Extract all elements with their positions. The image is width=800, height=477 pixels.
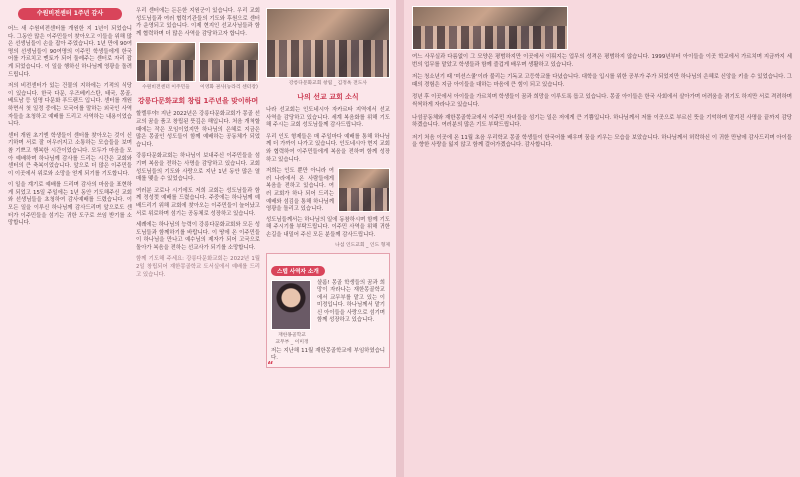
photo-suwon-migrants <box>136 42 196 82</box>
heading-gangneung: 강릉다문화교회 창립 1주년을 맞이하며 <box>137 97 259 106</box>
photo-caption-2: 이영화 권사(능라리 센터장) <box>200 85 258 91</box>
left-page <box>0 0 396 477</box>
left-column-1 <box>8 8 132 468</box>
photo-india-church <box>338 168 390 212</box>
staff-intro-title: 스텝 사역자 소개 <box>271 266 325 276</box>
gangneung-para-2: 강릉다문화교회는 하나님이 보내주신 이주민들을 섬기며 복음을 전하는 사명을 감당하고 있습니다. 교회 성도님들의 기도와 사랑으로 지난 1년 동안 많은 열매를 맺을 수 있었습니다. <box>136 153 262 183</box>
mission-photo-row <box>266 168 390 214</box>
left-column-3 <box>266 8 390 468</box>
suwon-para-2: 저의 비전센터가 있는 건물의 지하에는 기적의 식당이 있습니다. 한국 다문, 우즈베키스탄, 태국, 몽골, 베트남 등 일명 다문화 푸드랜드 입니다. 센터를 개원하면서 첫 일정 중에는 모국어를 말하는 외국인 사역자들을 초청하고 예배를 드리고 사역하는 내용이었습니다. <box>8 83 134 128</box>
staff-portrait-caption: 재한몽골학교 교무부 _ 이미정 <box>275 332 309 345</box>
gangneung-para-1: 할렐루야! 지난 2022년은 강릉다문화교회가 몽골 선교의 꿈을 품고 창립된 뜻깊은 해입니다. 처음 개척할 때에는 작은 모임이었지만 하나님의 은혜로 지금은 많은 몽골인 성도들이 함께 예배하는 공동체가 되었습니다. <box>136 111 262 148</box>
mission-para-4: 성도님들께서는 하나님의 일에 동참하시며 함께 기도해 주시기를 부탁드립니다. 이주민 사역을 위해 귀한 손길을 내밀어 주신 모든 분들께 감사드립니다. <box>266 216 392 238</box>
suwon-para-4: 이 일을 계기로 예배를 드리며 감사의 마음을 표현하게 되었고 15일 주일에는 1년 동안 기도해주신 교회와 선생님들을 초청하여 감사예배를 드렸습니다. 이 모든 일을 이루신 하나님께 감사드리며 앞으로도 센터가 이주민들을 섬기는 귀한 도구로 쓰임 받기를 소망합니다. <box>8 182 134 227</box>
gangneung-para-4: 세례에는 하나님의 능력이 강릉다문화교회와 모든 성도님들과 함께하기를 바랍니다. 이 땅에 온 이주민들이 하나님을 만나고 예수님의 제자가 되어 고국으로 돌아가 복음을 전하는 선교사가 되기를 소망합니다. <box>136 222 262 251</box>
staff-portrait <box>271 280 311 330</box>
open-quote-mark: “ <box>267 360 274 371</box>
photo-block-1 <box>136 42 196 91</box>
staff-intro-box <box>266 253 390 368</box>
mission-para-1: 나라 선교회는 인도네시아 자카르타 지역에서 선교 사역을 감당하고 있습니다. 세계 복음화를 위해 기도해 주시는 교회 성도님들께 감사드립니다. <box>266 107 392 129</box>
suwon-para-3: 센터 개원 초기엔 학생들이 센터를 찾아오는 것이 신기하며 서로 잘 어우러지고 소통하는 모습들을 보며 참 기쁘고 행복한 시간이었습니다. 모두가 마음을 모아 예배하며 하나님께 감사를 드리는 시간은 교회와 센터의 큰 축복이었습니다. 앞으로 더 많은 이주민들이 이곳에서 위로와 소망을 얻게 되기를 기도합니다. <box>8 132 134 177</box>
mission-photo-block <box>338 168 390 214</box>
page-gutter <box>396 0 404 477</box>
gangneung-note: 함께 기도해 주세요: 강릉다문화교회는 2022년 1월 2일 창립되어 재한몽골학교 도서실에서 예배를 드리고 있습니다. <box>136 256 262 278</box>
staff-portrait-block <box>271 280 313 346</box>
right-para-2: 저는 청소년기 때 '미션스쿨'이라 불리는 기독교 고등학교를 다녔습니다. 대학을 입시를 위한 공부가 주가 되었지만 하나님의 은혜로 신앙을 키울 수 있었습니다. 그때의 경험은 지금 아이들을 대하는 마음에 큰 힘이 되고 있습니다. <box>412 74 792 88</box>
photo-director <box>199 42 259 82</box>
staff-intro-footer: 저는 지난해 11월 재한몽골학교에 부임하였습니다. <box>271 347 385 362</box>
staff-intro-body <box>271 280 385 346</box>
right-page <box>404 0 800 477</box>
mission-para-2: 우리 인도 형제들은 매 주일마다 예배를 통해 하나님께 더 가까이 나가고 있습니다. 인도네시아 현지 교회와 협력하여 이주민들에게 복음을 전하며 함께 성장하고 있습니다. <box>266 133 390 163</box>
right-para-1: 여느 사무실과 다름없이 그 모양은 평범하지만 이곳에서 이뤄지는 업무의 성격은 평범하지 않습니다. 1999년부터 아이들을 이곳 학교에서 가르치며 지금까지 세 번의 업무를 맡았고 학생들과 함께 즐겁게 배우며 생활하고 있습니다. <box>412 54 794 68</box>
right-para-5: 저기 처음 이곳에 온 11월 초음 우리학교 몽골 학생들이 한국어를 배우며 꿈을 키우는 모습을 보았습니다. 하나님께서 허락하신 이 귀한 만남에 감사드리며 아이들을 향한 사랑을 잃지 않고 함께 걸어가겠습니다. 감사합니다. <box>412 134 792 149</box>
col2-para-1: 우리 센터에는 든든한 지원군이 있습니다. 우리 교회 성도님들과 여러 협력기관들의 기도와 후원으로 센터가 운영되고 있습니다. 이제 현지인 선교사님들과 함께 협력하며 더 많은 사역을 감당하고자 합니다. <box>136 8 262 37</box>
photo-gangneung-church <box>266 8 390 78</box>
suwon-para-1: 어느 새 수원비전센터를 개원한 지 1년이 되었습니다. 그동안 많은 이주민들이 찾아오고 이들을 위해 많은 선생님들이 손을 잡아 주었습니다. 1년 만에 90여명의 선생님들이 90여명의 이주민 학생들에게 한국어를 가르치고 멘토가 되어 둘레주는 센터로 자리 잡게 되었습니다. 이 일을 행하신 하나님께 영광을 돌려 드립니다. <box>8 26 134 78</box>
photo-caption-gangneung: 강릉다문화교회 창립 _ 김정옥 전도사 <box>288 81 367 86</box>
photo-caption-india: 나섬 인도교회 _ 인도 형제 <box>335 242 390 248</box>
mission-para-3: 저희는 인도 뿐만 아니라 여러 나라에서 온 사람들에게 복음을 전하고 있습니다. 여러 교회가 하나 되어 드리는 예배와 섬김을 통해 하나님께 영광을 돌리고 있습니다. <box>266 168 336 213</box>
photo-block-2 <box>199 42 259 91</box>
photo-classroom <box>412 6 568 50</box>
staff-intro-text: 샬롬! 몽골 학생들의 꿈과 희망이 자라나는 재한몽골학교에서 교무부를 맡고 있는 이미정입니다. 하나님께서 맡기신 아이들을 사랑으로 섬기며 함께 성장하고 있습니다. <box>317 279 387 324</box>
photo-caption-1: 수원비전센터 이주민들 <box>142 85 190 91</box>
left-column-2 <box>136 8 260 468</box>
right-para-4: 나섬공동체와 재한몽골학교에서 이주민 자녀들을 섬기는 일은 저에게 큰 기쁨입니다. 하나님께서 저를 이곳으로 부르신 뜻을 기억하며 맡겨진 사명을 끝까지 감당하겠습니다. 여러분의 많은 기도 부탁드립니다. <box>412 114 792 129</box>
gangneung-para-3: 여러분 코로나 시기에도 저희 교회는 성도님들과 함께 정성껏 예배를 드렸습니다. 주중에는 하나님께 예배드리기 위해 교회에 찾아오는 이주민들이 늘어났고 서로 위로하며 섬기는 공동체로 성장하고 있습니다. <box>136 187 262 217</box>
section-banner-suwon: 수원비전센터 1주년 감사 <box>18 8 122 20</box>
right-para-3: 정년 후 이곳에서 아이들을 가르치며 학생들이 꿈과 희망을 이루도록 돕고 있습니다. 몽골 아이들은 한국 사회에서 살아가며 어려움을 겪기도 하지만 서로 격려하며 씩씩하게 자라나고 있습니다. <box>412 94 794 108</box>
right-column-1 <box>412 54 792 470</box>
photo-row <box>136 42 260 91</box>
heading-mission-news: 나의 선교 교회 소식 <box>297 93 359 101</box>
